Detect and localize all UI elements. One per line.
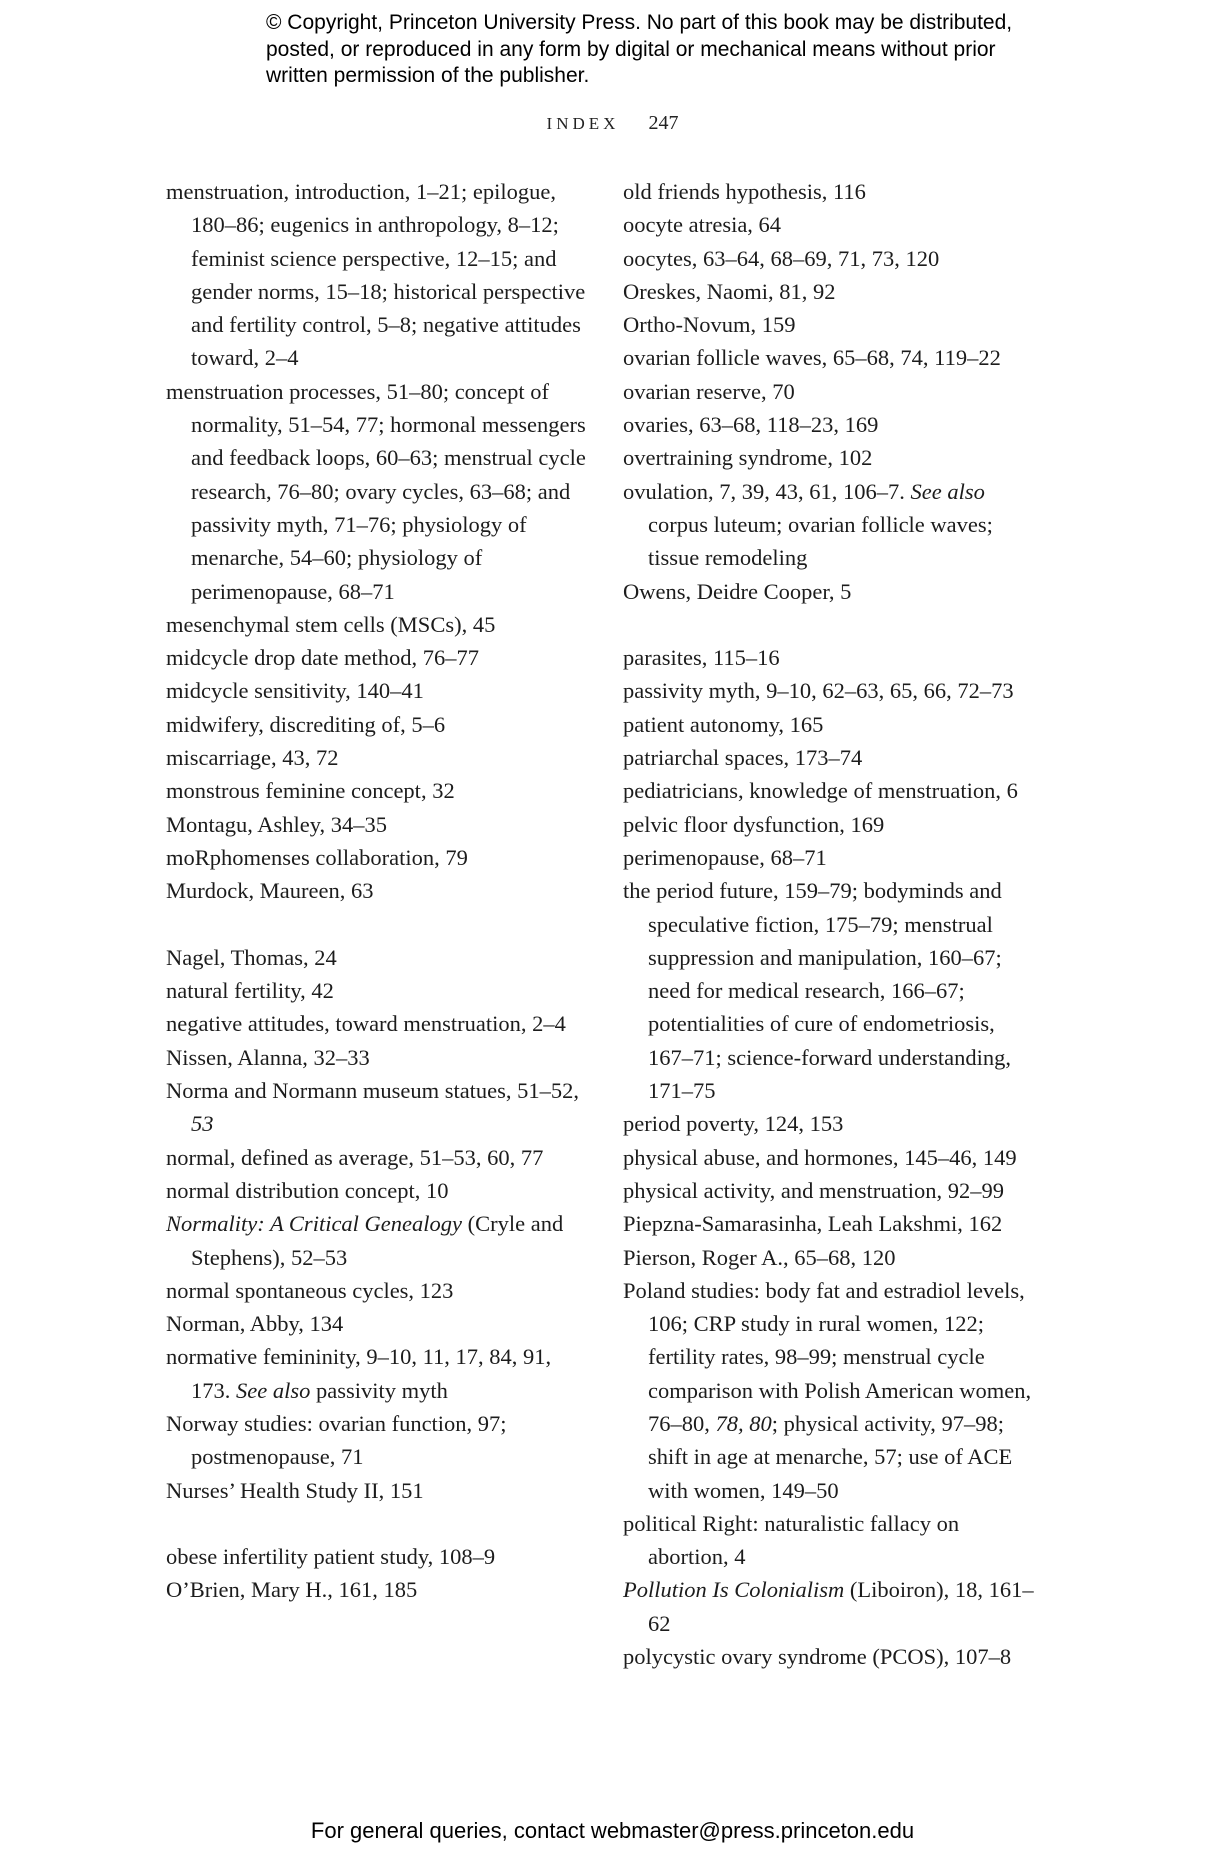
index-entry: ovaries, 63–68, 118–23, 169 [623, 412, 879, 438]
index-entry: natural fertility, 42 [166, 978, 334, 1004]
index-entry: the period future, 159–79; bodyminds and speculative fiction, 175–79; menstrual suppression and manipulation, 160–67; need for medical research, 166–67; potentialities of cure of endometriosis, 167–71; science-forward understanding, 171–75 [623, 878, 1012, 1104]
index-entry: Murdock, Maureen, 63 [166, 878, 374, 904]
index-entry: Ortho-Novum, 159 [623, 312, 796, 338]
index-entry: Owens, Deidre Cooper, 5 [623, 578, 852, 604]
index-entry: monstrous feminine concept, 32 [166, 778, 455, 804]
index-entry: normal distribution concept, 10 [166, 1177, 449, 1203]
footer-contact: For general queries, contact webmaster@press.princeton.edu [310, 1818, 915, 1843]
index-entry: Oreskes, Naomi, 81, 92 [623, 278, 836, 304]
index-entry: midcycle sensitivity, 140–41 [166, 678, 424, 704]
index-entry: ovulation, 7, 39, 43, 61, 106–7. See also corpus luteum; ovarian follicle waves; tissue remodeling [623, 478, 993, 571]
index-entry: parasites, 115–16 [623, 645, 780, 671]
index-entry: oocytes, 63–64, 68–69, 71, 73, 120 [623, 245, 940, 271]
index-entry: pelvic floor dysfunction, 169 [623, 811, 885, 837]
index-entry: mesenchymal stem cells (MSCs), 45 [166, 611, 496, 637]
section-gap [166, 908, 596, 941]
index-entry: physical activity, and menstruation, 92–99 [623, 1177, 1004, 1203]
index-entry: moRphomenses collaboration, 79 [166, 844, 468, 870]
index-entry: Piepzna-Samarasinha, Leah Lakshmi, 162 [623, 1211, 1003, 1237]
index-entry: Nagel, Thomas, 24 [166, 944, 337, 970]
index-entry: Norway studies: ovarian function, 97; postmenopause, 71 [166, 1410, 507, 1470]
copyright-notice: © Copyright, Princeton University Press. No part of this book may be distributed, posted, or reproduced in any form by digital or mechanical means without prior written permission of the publisher. [266, 11, 1013, 87]
index-entry: pediatricians, knowledge of menstruation, 6 [623, 778, 1018, 804]
index-entry: patriarchal spaces, 173–74 [623, 745, 863, 771]
index-entry: old friends hypothesis, 116 [623, 179, 866, 204]
index-entry: overtraining syndrome, 102 [623, 445, 873, 471]
running-head [0, 112, 1225, 135]
index-entry: political Right: naturalistic fallacy on abortion, 4 [623, 1510, 960, 1570]
index-entry: normal, defined as average, 51–53, 60, 77 [166, 1144, 544, 1170]
index-entry: Norman, Abby, 134 [166, 1311, 344, 1337]
index-entry: Norma and Normann museum statues, 51–52, 53 [166, 1078, 580, 1137]
index-entry: perimenopause, 68–71 [623, 844, 827, 870]
index-entry: Pierson, Roger A., 65–68, 120 [623, 1244, 896, 1270]
index-entry: menstruation, introduction, 1–21; epilogue, 180–86; eugenics in anthropology, 8–12; feminist science perspective, 12–15; and gender norms, 15–18; historical perspective and fertility control, 5–8; negative attitudes toward, 2–4 [166, 179, 586, 371]
index-entry: Normality: A Critical Genealogy (Cryle and Stephens), 52–53 [166, 1211, 564, 1270]
index-entry: normal spontaneous cycles, 123 [166, 1277, 454, 1303]
index-entry: midwifery, discrediting of, 5–6 [166, 711, 446, 737]
index-entry: Nurses’ Health Study II, 151 [166, 1477, 424, 1503]
index-entry: Poland studies: body fat and estradiol levels, 106; CRP study in rural women, 122; fertility rates, 98–99; menstrual cycle comparison with Polish American women, 76–80, 78, 80; physical activity, 97–98; shift in age at menarche, 57; use of ACE with women, 149–50 [623, 1277, 1032, 1503]
index-entry: midcycle drop date method, 76–77 [166, 645, 480, 671]
index-entry: Montagu, Ashley, 34–35 [166, 811, 388, 837]
index-entry: period poverty, 124, 153 [623, 1111, 844, 1137]
section-gap [166, 1507, 596, 1540]
index-column-right [623, 175, 1043, 1673]
index-entry: polycystic ovary syndrome (PCOS), 107–8 [623, 1644, 1012, 1670]
index-entry: passivity myth, 9–10, 62–63, 65, 66, 72–73 [623, 678, 1014, 704]
index-entry: oocyte atresia, 64 [623, 212, 782, 238]
index-entry: obese infertility patient study, 108–9 [166, 1544, 496, 1570]
index-entry: physical abuse, and hormones, 145–46, 149 [623, 1144, 1017, 1170]
index-entry: patient autonomy, 165 [623, 711, 824, 737]
index-column-left [166, 175, 596, 1607]
index-entry: miscarriage, 43, 72 [166, 745, 339, 771]
running-head-label: INDEX [546, 114, 620, 133]
index-entry: negative attitudes, toward menstruation, 2–4 [166, 1011, 566, 1037]
index-entry: menstruation processes, 51–80; concept of normality, 51–54, 77; hormonal messengers and feedback loops, 60–63; menstrual cycle research, 76–80; ovary cycles, 63–68; and passivity myth, 71–76; physiology of menarche, 54–60; physiology of perimenopause, 68–71 [166, 378, 586, 604]
index-entry: O’Brien, Mary H., 161, 185 [166, 1577, 418, 1603]
page-number: 247 [648, 112, 679, 134]
index-entry: ovarian reserve, 70 [623, 378, 795, 404]
index-entry: normative femininity, 9–10, 11, 17, 84, 91, 173. See also passivity myth [166, 1344, 552, 1403]
index-entry: Nissen, Alanna, 32–33 [166, 1044, 370, 1070]
index-entry: Pollution Is Colonialism (Liboiron), 18, 161–62 [623, 1577, 1034, 1636]
index-entry: ovarian follicle waves, 65–68, 74, 119–22 [623, 345, 1001, 371]
section-gap [623, 608, 1043, 641]
